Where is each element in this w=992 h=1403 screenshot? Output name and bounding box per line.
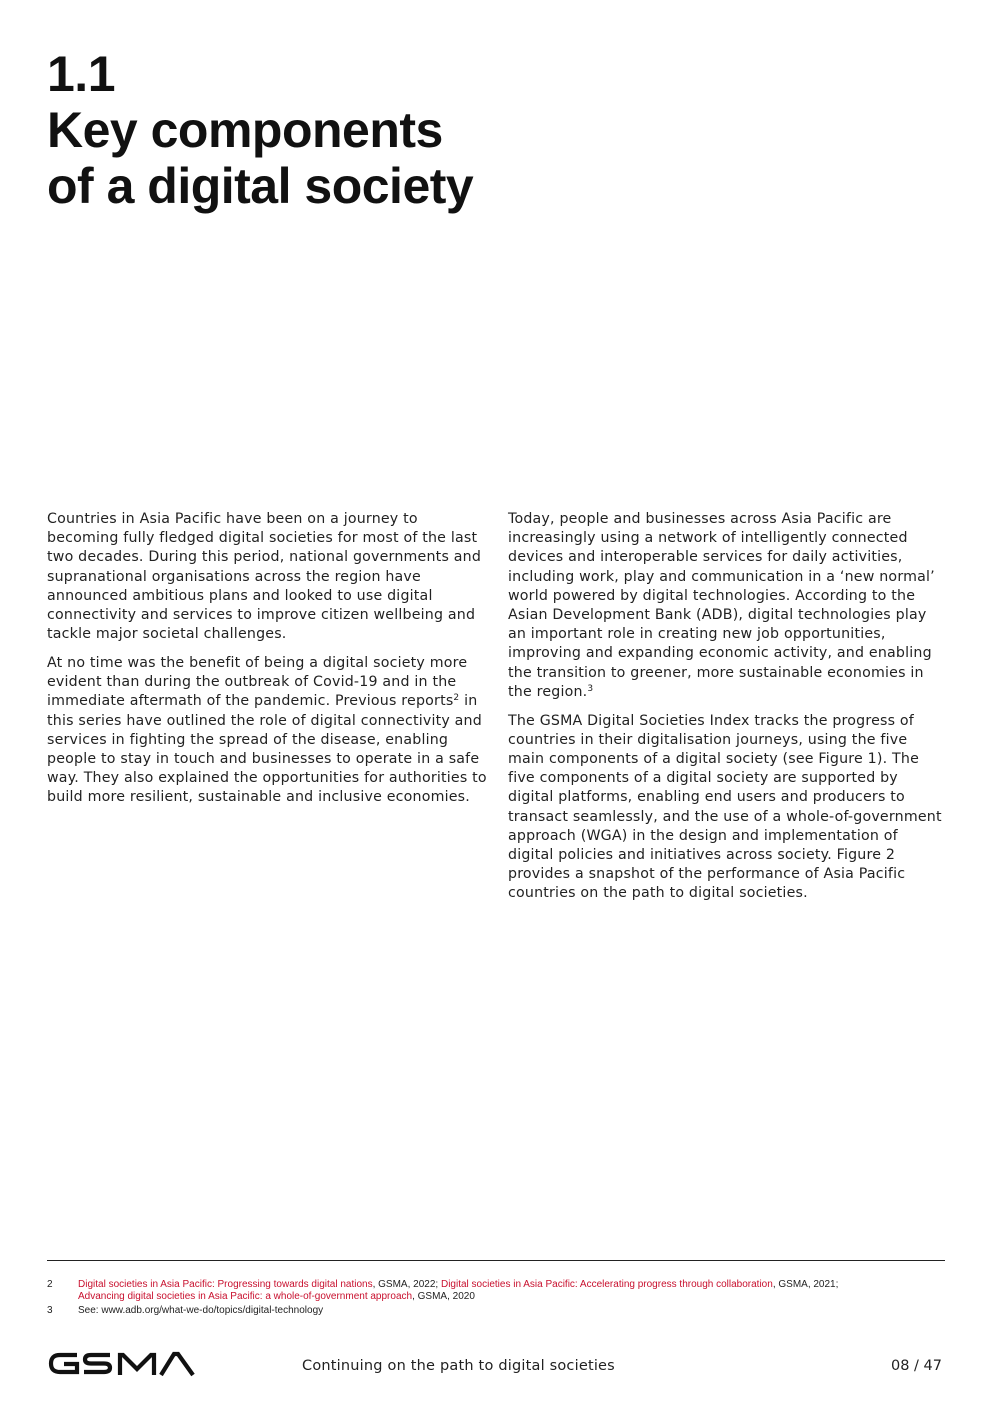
footnote-2-sep-3: , GSMA, 2020 — [412, 1290, 475, 1302]
footnote-ref-3[interactable]: 3 — [587, 683, 594, 694]
right-column — [508, 510, 946, 913]
footnote-2-link-1[interactable]: Digital societies in Asia Pacific: Progressing towards digital nations — [78, 1279, 373, 1290]
footnote-2-text — [78, 1279, 945, 1302]
heading-line-1: Key components — [47, 102, 443, 158]
left-column — [47, 510, 487, 817]
footnote-3-number: 3 — [47, 1305, 53, 1316]
footnote-2-sep-1: , GSMA, 2022; — [372, 1279, 441, 1290]
footnote-ref-2[interactable]: 2 — [453, 693, 460, 704]
heading-line-2: of a digital society — [47, 158, 474, 214]
page-number: 08 / 47 — [890, 1358, 942, 1374]
footnote-2-link-2[interactable]: Digital societies in Asia Pacific: Accelerating progress through collaboration — [440, 1279, 773, 1290]
footnote-3-text: See: www.adb.org/what-we-do/topics/digital-technology — [78, 1305, 324, 1316]
right-paragraph-1 — [508, 510, 946, 702]
left-paragraph-2 — [47, 654, 487, 808]
footnote-2-sep-2: , GSMA, 2021; — [772, 1279, 839, 1290]
right-paragraph-2: The GSMA Digital Societies Index tracks the progress of countries in their digitalisation journeys, using the five main components of a digital society (see Figure 1). The five components of a digital society are supported by digital platforms, enabling end users and producers to transact seamlessly, and the use of a whole-of-government approach (WGA) in the design and implementation of digital policies and initiatives across society. Figure 2 provides a snapshot of the performance of Asia Pacific countries on the path to digital societies. — [508, 712, 942, 902]
left-paragraph-2-part-b: in this series have outlined the role of digital connectivity and services in fighting the spread of the disease, enabling people to stay in touch and businesses to operate in a safe way. They also explained the opportunities for authorities to build more resilient, sustainable and inclusive economies. — [47, 693, 487, 806]
footnote-2-number: 2 — [47, 1279, 53, 1290]
left-paragraph-2-part-a: At no time was the benefit of being a digital society more evident than during the outbreak of Covid-19 and in the immediate aftermath of the pandemic. Previous reports — [47, 655, 468, 710]
page-heading — [47, 46, 473, 214]
gsma-logo — [47, 1350, 199, 1377]
section-number: 1.1 — [47, 46, 116, 102]
right-paragraph-1-text: Today, people and businesses across Asia Pacific are increasingly using a network of intelligently connected devices and interoperable services for daily activities, including work, play and communication in a ‘new normal’ world powered by digital technologies. According to the Asian Development Bank (ADB), digital technologies play an important role in creating new job opportunities, improving and expanding economic activity, and enabling the transition to greener, more sustainable economies in the region. — [508, 511, 935, 700]
footnote-divider — [47, 1260, 945, 1261]
left-paragraph-1: Countries in Asia Pacific have been on a journey to becoming fully fledged digital societies for most of the last two decades. During this period, national governments and supranational organisations across the region have announced ambitious plans and looked to use digital connectivity and services to improve citizen wellbeing and tackle major societal challenges. — [47, 511, 482, 643]
footnote-2-link-3[interactable]: Advancing digital societies in Asia Pacific: a whole-of-government approach — [78, 1290, 413, 1302]
footer-report-title: Continuing on the path to digital societies — [302, 1358, 615, 1374]
